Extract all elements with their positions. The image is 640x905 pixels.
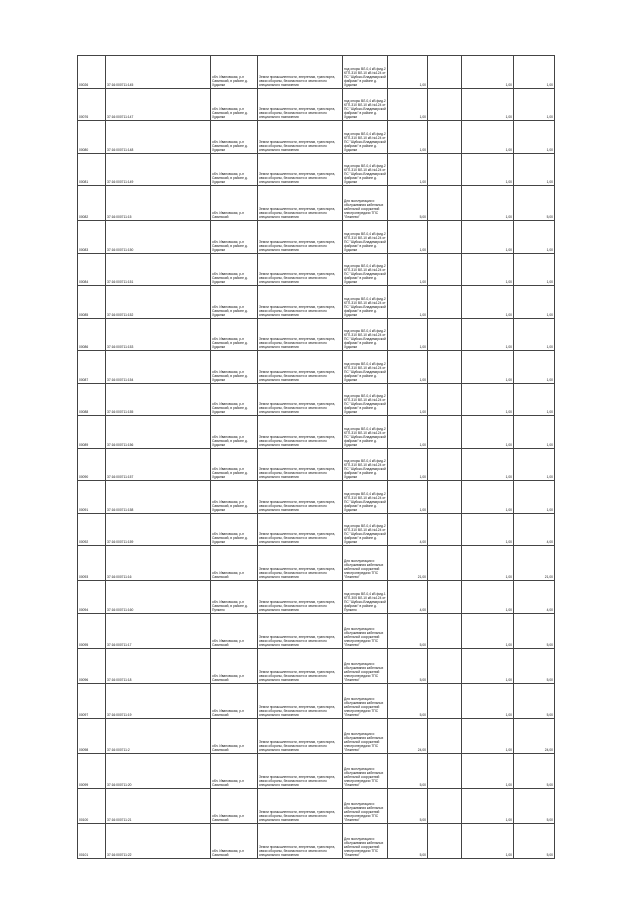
address-cell: обл. Ивановская, р-н Савинский xyxy=(211,186,258,221)
land-category-cell: Земли промышленности, энергетики, транспорта, связи обороны, безопасности и земли иного специального назначения xyxy=(258,121,343,154)
land-category-cell: Земли промышленности, энергетики, транспорта, связи обороны, безопасности и земли иного специального назначения xyxy=(258,481,343,514)
empty-cell xyxy=(428,718,462,753)
table-row xyxy=(78,88,555,121)
empty-cell xyxy=(428,823,462,858)
total-cell: 1,00 xyxy=(514,416,555,449)
row-number-cell: 00026 xyxy=(78,56,106,89)
row-number-cell: 00090 xyxy=(78,448,106,481)
cadastral-number-cell: 37:16:000711:154 xyxy=(106,351,211,384)
area-cell: 1,00 xyxy=(388,481,428,514)
empty-cell xyxy=(428,546,462,581)
area-cell: 1,00 xyxy=(388,253,428,286)
cadastral-number-cell: 37:16:000711:149 xyxy=(106,153,211,186)
land-category-cell: Земли промышленности, энергетики, транспорта, связи обороны, безопасности и земли иного специального назначения xyxy=(258,513,343,546)
empty-cell xyxy=(428,221,462,254)
empty-cell xyxy=(428,56,462,89)
area-cell: 1,00 xyxy=(388,351,428,384)
area-cell: 4,00 xyxy=(388,581,428,614)
cadastral-number-cell: 37:16:000711:148 xyxy=(106,121,211,154)
address-cell: обл. Ивановская, р-н Савинский, в районе д. Худынки xyxy=(211,513,258,546)
address-cell: обл. Ивановская, р-н Савинский xyxy=(211,613,258,648)
total-cell: 1,00 xyxy=(514,351,555,384)
share-cell: 1,00 xyxy=(462,648,514,683)
cadastral-number-cell: 37:16:000711:145 xyxy=(106,56,211,89)
permitted-use-cell: под опоры ВЛ-0,4 кВ фид.2 КТП-310 ВЛ-10 кВ №124 от ПС "Шуйско-Владимирской фабрики" в районе д. Худынки xyxy=(343,351,388,384)
total-cell: 1,00 xyxy=(514,121,555,154)
permitted-use-cell: Для эксплуатации и обслуживания кабельных кабельной сооружений электропередачи ТПС "Лежнево" xyxy=(343,683,388,718)
share-cell: 1,00 xyxy=(462,153,514,186)
share-cell: 1,00 xyxy=(462,186,514,221)
area-cell: 5,00 xyxy=(388,683,428,718)
address-cell: обл. Ивановская, р-н Савинский, в районе д. Худынки xyxy=(211,416,258,449)
row-number-cell: 00084 xyxy=(78,253,106,286)
table-row xyxy=(78,448,555,481)
row-number-cell: 00086 xyxy=(78,318,106,351)
land-category-cell: Земли промышленности, энергетики, транспорта, связи обороны, безопасности и земли иного специального назначения xyxy=(258,788,343,823)
land-category-cell: Земли промышленности, энергетики, транспорта, связи обороны, безопасности и земли иного специального назначения xyxy=(258,648,343,683)
total-cell: 5,00 xyxy=(514,823,555,858)
table-row xyxy=(78,153,555,186)
empty-cell xyxy=(428,186,462,221)
address-cell: обл. Ивановская, р-н Савинский xyxy=(211,823,258,858)
permitted-use-cell: Для эксплуатации и обслуживания кабельных кабельной сооружений электропередачи ТПС "Лежнево" xyxy=(343,718,388,753)
permitted-use-cell: под опоры ВЛ-0,4 кВ фид.2 КТП-310 ВЛ-10 кВ №124 от ПС "Шуйско-Владимирской фабрики" в районе д. Худынки xyxy=(343,513,388,546)
permitted-use-cell: под опоры ВЛ-0,4 кВ фид.2 КТП-310 ВЛ-10 кВ №124 от ПС "Шуйско-Владимирской фабрики" в районе д. Худынки xyxy=(343,56,388,89)
cadastral-number-cell: 37:16:000711:158 xyxy=(106,481,211,514)
row-number-cell: 00087 xyxy=(78,351,106,384)
cadastral-number-cell: 37:16:000711:15 xyxy=(106,186,211,221)
address-cell: обл. Ивановская, р-н Савинский, в районе д. Худынки xyxy=(211,153,258,186)
row-number-cell: 00081 xyxy=(78,153,106,186)
permitted-use-cell: Для эксплуатации и обслуживания кабельных кабельной сооружений электропередачи ТПС "Лежнево" xyxy=(343,788,388,823)
empty-cell xyxy=(428,88,462,121)
area-cell: 4,00 xyxy=(388,513,428,546)
share-cell: 1,00 xyxy=(462,513,514,546)
cadastral-number-cell: 37:16:000711:22 xyxy=(106,823,211,858)
empty-cell xyxy=(428,683,462,718)
table-row xyxy=(78,351,555,384)
area-cell: 5,00 xyxy=(388,186,428,221)
address-cell: обл. Ивановская, р-н Савинский, в районе д. Худынки xyxy=(211,56,258,89)
empty-cell xyxy=(428,351,462,384)
cadastral-number-cell: 37:16:000711:151 xyxy=(106,253,211,286)
table-row xyxy=(78,613,555,648)
share-cell: 1,00 xyxy=(462,546,514,581)
total-cell: 1,00 xyxy=(514,286,555,319)
row-number-cell: 00088 xyxy=(78,383,106,416)
land-category-cell: Земли промышленности, энергетики, транспорта, связи обороны, безопасности и земли иного специального назначения xyxy=(258,186,343,221)
document-sheet xyxy=(77,55,554,859)
row-number-cell: 00101 xyxy=(78,823,106,858)
share-cell: 1,00 xyxy=(462,823,514,858)
total-cell: 5,00 xyxy=(514,788,555,823)
cadastral-number-cell: 37:16:000711:157 xyxy=(106,448,211,481)
table-row xyxy=(78,648,555,683)
area-cell: 5,00 xyxy=(388,648,428,683)
land-category-cell: Земли промышленности, энергетики, транспорта, связи обороны, безопасности и земли иного специального назначения xyxy=(258,753,343,788)
cadastral-number-cell: 37:16:000711:19 xyxy=(106,683,211,718)
cadastral-number-cell: 37:16:000711:16 xyxy=(106,546,211,581)
total-cell: 1,00 xyxy=(514,383,555,416)
area-cell: 1,00 xyxy=(388,383,428,416)
land-category-cell: Земли промышленности, энергетики, транспорта, связи обороны, безопасности и земли иного специального назначения xyxy=(258,448,343,481)
total-cell: 21,00 xyxy=(514,546,555,581)
row-number-cell: 00082 xyxy=(78,186,106,221)
address-cell: обл. Ивановская, р-н Савинский, в районе д. Худынки xyxy=(211,318,258,351)
land-category-cell: Земли промышленности, энергетики, транспорта, связи обороны, безопасности и земли иного специального назначения xyxy=(258,581,343,614)
land-category-cell: Земли промышленности, энергетики, транспорта, связи обороны, безопасности и земли иного специального назначения xyxy=(258,286,343,319)
land-category-cell: Земли промышленности, энергетики, транспорта, связи обороны, безопасности и земли иного специального назначения xyxy=(258,56,343,89)
row-number-cell: 00080 xyxy=(78,121,106,154)
table-row xyxy=(78,718,555,753)
land-category-cell: Земли промышленности, энергетики, транспорта, связи обороны, безопасности и земли иного специального назначения xyxy=(258,613,343,648)
share-cell: 1,00 xyxy=(462,753,514,788)
row-number-cell: 00085 xyxy=(78,286,106,319)
permitted-use-cell: Для эксплуатации и обслуживания кабельных кабельной сооружений электропередачи ТПС "Лежнево" xyxy=(343,613,388,648)
row-number-cell: 00096 xyxy=(78,648,106,683)
total-cell: 4,00 xyxy=(514,513,555,546)
empty-cell xyxy=(428,648,462,683)
row-number-cell: 00100 xyxy=(78,788,106,823)
cadastral-number-cell: 37:16:000711:17 xyxy=(106,613,211,648)
land-category-cell: Земли промышленности, энергетики, транспорта, связи обороны, безопасности и земли иного специального назначения xyxy=(258,546,343,581)
cadastral-number-cell: 37:16:000711:147 xyxy=(106,88,211,121)
cadastral-number-cell: 37:16:000711:152 xyxy=(106,286,211,319)
address-cell: обл. Ивановская, р-н Савинский xyxy=(211,718,258,753)
table-row xyxy=(78,56,555,89)
permitted-use-cell: под опоры ВЛ-0,4 кВ фид.2 КТП-310 ВЛ-10 кВ №124 от ПС "Шуйско-Владимирской фабрики" в районе д. Худынки xyxy=(343,383,388,416)
empty-cell xyxy=(428,253,462,286)
empty-cell xyxy=(428,121,462,154)
cadastral-number-cell: 37:16:000711:159 xyxy=(106,513,211,546)
share-cell: 1,00 xyxy=(462,481,514,514)
share-cell: 1,00 xyxy=(462,253,514,286)
permitted-use-cell: под опоры ВЛ-0,4 кВ фид.2 КТП-310 ВЛ-10 кВ №124 от ПС "Шуйско-Владимирской фабрики" в районе д. Худынки xyxy=(343,481,388,514)
table-row xyxy=(78,286,555,319)
share-cell: 1,00 xyxy=(462,613,514,648)
table-row xyxy=(78,823,555,858)
area-cell: 1,00 xyxy=(388,221,428,254)
share-cell: 1,00 xyxy=(462,788,514,823)
total-cell: 1,00 xyxy=(514,221,555,254)
land-category-cell: Земли промышленности, энергетики, транспорта, связи обороны, безопасности и земли иного специального назначения xyxy=(258,718,343,753)
permitted-use-cell: под опоры ВЛ-0,4 кВ фид.2 КТП-310 ВЛ-10 кВ №124 от ПС "Шуйско-Владимирской фабрики" в районе д. Худынки xyxy=(343,221,388,254)
permitted-use-cell: Для эксплуатации и обслуживания кабельных кабельной сооружений электропередачи ТПС "Лежнево" xyxy=(343,823,388,858)
row-number-cell: 00098 xyxy=(78,718,106,753)
land-category-cell: Земли промышленности, энергетики, транспорта, связи обороны, безопасности и земли иного специального назначения xyxy=(258,318,343,351)
address-cell: обл. Ивановская, р-н Савинский xyxy=(211,683,258,718)
table-row xyxy=(78,481,555,514)
cadastral-number-cell: 37:16:000711:153 xyxy=(106,318,211,351)
table-row xyxy=(78,753,555,788)
address-cell: обл. Ивановская, р-н Савинский xyxy=(211,788,258,823)
area-cell: 24,00 xyxy=(388,718,428,753)
table-row xyxy=(78,383,555,416)
area-cell: 1,00 xyxy=(388,416,428,449)
cadastral-number-cell: 37:16:000711:155 xyxy=(106,383,211,416)
land-category-cell: Земли промышленности, энергетики, транспорта, связи обороны, безопасности и земли иного специального назначения xyxy=(258,153,343,186)
address-cell: обл. Ивановская, р-н Савинский, в районе д. Худынки xyxy=(211,383,258,416)
area-cell: 5,00 xyxy=(388,613,428,648)
land-category-cell: Земли промышленности, энергетики, транспорта, связи обороны, безопасности и земли иного специального назначения xyxy=(258,823,343,858)
cadastral-number-cell: 37:16:000711:156 xyxy=(106,416,211,449)
cadastral-number-cell: 37:16:000711:20 xyxy=(106,753,211,788)
permitted-use-cell: Для эксплуатации и обслуживания кабельных кабельной сооружений электропередачи ТПС "Лежнево" xyxy=(343,186,388,221)
empty-cell xyxy=(428,416,462,449)
address-cell: обл. Ивановская, р-н Савинский, в районе д. Худынки xyxy=(211,448,258,481)
empty-cell xyxy=(428,513,462,546)
share-cell: 1,00 xyxy=(462,56,514,89)
total-cell: 1,00 xyxy=(514,253,555,286)
share-cell: 1,00 xyxy=(462,448,514,481)
table-row xyxy=(78,788,555,823)
empty-cell xyxy=(428,613,462,648)
share-cell: 1,00 xyxy=(462,318,514,351)
cadastral-number-cell: 37:16:000711:160 xyxy=(106,581,211,614)
land-category-cell: Земли промышленности, энергетики, транспорта, связи обороны, безопасности и земли иного специального назначения xyxy=(258,351,343,384)
table-row xyxy=(78,318,555,351)
share-cell: 1,00 xyxy=(462,121,514,154)
land-category-cell: Земли промышленности, энергетики, транспорта, связи обороны, безопасности и земли иного специального назначения xyxy=(258,683,343,718)
land-plot-table xyxy=(77,55,555,859)
empty-cell xyxy=(428,481,462,514)
address-cell: обл. Ивановская, р-н Савинский, в районе д. Худынки xyxy=(211,221,258,254)
row-number-cell: 00093 xyxy=(78,546,106,581)
address-cell: обл. Ивановская, р-н Савинский xyxy=(211,546,258,581)
area-cell: 1,00 xyxy=(388,153,428,186)
total-cell: 1,00 xyxy=(514,481,555,514)
permitted-use-cell: под опоры ВЛ-0,4 кВ фид.2 КТП-310 ВЛ-10 кВ №124 от ПС "Шуйско-Владимирской фабрики" в районе д. Худынки xyxy=(343,88,388,121)
permitted-use-cell: под опоры ВЛ-0,4 кВ фид.2 КТП-310 ВЛ-10 кВ №124 от ПС "Шуйско-Владимирской фабрики" в районе д. Худынки xyxy=(343,153,388,186)
table-row xyxy=(78,186,555,221)
permitted-use-cell: под опоры ВЛ-0,4 кВ фид.2 КТП-310 ВЛ-10 кВ №124 от ПС "Шуйско-Владимирской фабрики" в районе д. Худынки xyxy=(343,253,388,286)
area-cell: 1,00 xyxy=(388,121,428,154)
permitted-use-cell: Для эксплуатации и обслуживания кабельных кабельной сооружений электропередачи ТПС "Лежнево" xyxy=(343,753,388,788)
address-cell: обл. Ивановская, р-н Савинский, в районе д. Худынки xyxy=(211,481,258,514)
share-cell: 1,00 xyxy=(462,286,514,319)
empty-cell xyxy=(428,448,462,481)
empty-cell xyxy=(428,753,462,788)
table-row xyxy=(78,546,555,581)
cadastral-number-cell: 37:16:000711:2 xyxy=(106,718,211,753)
total-cell: 5,00 xyxy=(514,613,555,648)
share-cell: 1,00 xyxy=(462,683,514,718)
address-cell: обл. Ивановская, р-н Савинский, в районе д. Пупкино xyxy=(211,581,258,614)
land-category-cell: Земли промышленности, энергетики, транспорта, связи обороны, безопасности и земли иного специального назначения xyxy=(258,383,343,416)
total-cell: 5,00 xyxy=(514,648,555,683)
row-number-cell: 00089 xyxy=(78,416,106,449)
land-category-cell: Земли промышленности, энергетики, транспорта, связи обороны, безопасности и земли иного специального назначения xyxy=(258,221,343,254)
empty-cell xyxy=(428,383,462,416)
empty-cell xyxy=(428,318,462,351)
row-number-cell: 00083 xyxy=(78,221,106,254)
permitted-use-cell: Для эксплуатации и обслуживания кабельных кабельной сооружений электропередачи ТПС "Лежнево" xyxy=(343,546,388,581)
empty-cell xyxy=(428,286,462,319)
table-row xyxy=(78,683,555,718)
area-cell: 1,00 xyxy=(388,318,428,351)
address-cell: обл. Ивановская, р-н Савинский, в районе д. Худынки xyxy=(211,253,258,286)
area-cell: 1,00 xyxy=(388,286,428,319)
permitted-use-cell: Для эксплуатации и обслуживания кабельных кабельной сооружений электропередачи ТПС "Лежнево" xyxy=(343,648,388,683)
table-row xyxy=(78,253,555,286)
table-row xyxy=(78,513,555,546)
permitted-use-cell: под опоры ВЛ-0,4 кВ фид.1 КТП-305 ВЛ-10 кВ №124 от ПС "Шуйско-Владимирской фабрики" в районе д. Пупкино xyxy=(343,581,388,614)
row-number-cell: 00099 xyxy=(78,753,106,788)
land-category-cell: Земли промышленности, энергетики, транспорта, связи обороны, безопасности и земли иного специального назначения xyxy=(258,88,343,121)
total-cell: 4,00 xyxy=(514,581,555,614)
cadastral-number-cell: 37:16:000711:150 xyxy=(106,221,211,254)
share-cell: 1,00 xyxy=(462,581,514,614)
table-row xyxy=(78,581,555,614)
share-cell: 1,00 xyxy=(462,383,514,416)
empty-cell xyxy=(428,788,462,823)
total-cell: 1,00 xyxy=(514,56,555,89)
permitted-use-cell: под опоры ВЛ-0,4 кВ фид.2 КТП-310 ВЛ-10 кВ №124 от ПС "Шуйско-Владимирской фабрики" в районе д. Худынки xyxy=(343,286,388,319)
row-number-cell: 00076 xyxy=(78,88,106,121)
total-cell: 1,00 xyxy=(514,153,555,186)
empty-cell xyxy=(428,581,462,614)
permitted-use-cell: под опоры ВЛ-0,4 кВ фид.2 КТП-310 ВЛ-10 кВ №124 от ПС "Шуйско-Владимирской фабрики" в районе д. Худынки xyxy=(343,416,388,449)
share-cell: 1,00 xyxy=(462,718,514,753)
address-cell: обл. Ивановская, р-н Савинский xyxy=(211,753,258,788)
permitted-use-cell: под опоры ВЛ-0,4 кВ фид.2 КТП-310 ВЛ-10 кВ №124 от ПС "Шуйско-Владимирской фабрики" в районе д. Худынки xyxy=(343,318,388,351)
address-cell: обл. Ивановская, р-н Савинский, в районе д. Худынки xyxy=(211,88,258,121)
share-cell: 1,00 xyxy=(462,88,514,121)
total-cell: 5,00 xyxy=(514,753,555,788)
table-row xyxy=(78,221,555,254)
table-row xyxy=(78,121,555,154)
area-cell: 1,00 xyxy=(388,56,428,89)
row-number-cell: 00092 xyxy=(78,513,106,546)
table-row xyxy=(78,416,555,449)
total-cell: 24,00 xyxy=(514,718,555,753)
area-cell: 5,00 xyxy=(388,753,428,788)
share-cell: 1,00 xyxy=(462,416,514,449)
land-category-cell: Земли промышленности, энергетики, транспорта, связи обороны, безопасности и земли иного специального назначения xyxy=(258,253,343,286)
permitted-use-cell: под опоры ВЛ-0,4 кВ фид.2 КТП-310 ВЛ-10 кВ №124 от ПС "Шуйско-Владимирской фабрики" в районе д. Худынки xyxy=(343,448,388,481)
cadastral-number-cell: 37:16:000711:18 xyxy=(106,648,211,683)
address-cell: обл. Ивановская, р-н Савинский xyxy=(211,648,258,683)
cadastral-number-cell: 37:16:000711:21 xyxy=(106,788,211,823)
row-number-cell: 00097 xyxy=(78,683,106,718)
row-number-cell: 00095 xyxy=(78,613,106,648)
address-cell: обл. Ивановская, р-н Савинский, в районе д. Худынки xyxy=(211,121,258,154)
empty-cell xyxy=(428,153,462,186)
permitted-use-cell: под опоры ВЛ-0,4 кВ фид.2 КТП-310 ВЛ-10 кВ №124 от ПС "Шуйско-Владимирской фабрики" в районе д. Худынки xyxy=(343,121,388,154)
area-cell: 5,00 xyxy=(388,823,428,858)
row-number-cell: 00094 xyxy=(78,581,106,614)
area-cell: 1,00 xyxy=(388,88,428,121)
area-cell: 5,00 xyxy=(388,788,428,823)
total-cell: 1,00 xyxy=(514,318,555,351)
land-category-cell: Земли промышленности, энергетики, транспорта, связи обороны, безопасности и земли иного специального назначения xyxy=(258,416,343,449)
address-cell: обл. Ивановская, р-н Савинский, в районе д. Худынки xyxy=(211,286,258,319)
total-cell: 1,00 xyxy=(514,88,555,121)
share-cell: 1,00 xyxy=(462,351,514,384)
total-cell: 5,00 xyxy=(514,186,555,221)
address-cell: обл. Ивановская, р-н Савинский, в районе д. Худынки xyxy=(211,351,258,384)
total-cell: 1,00 xyxy=(514,448,555,481)
share-cell: 1,00 xyxy=(462,221,514,254)
area-cell: 1,00 xyxy=(388,448,428,481)
row-number-cell: 00091 xyxy=(78,481,106,514)
area-cell: 21,00 xyxy=(388,546,428,581)
total-cell: 5,00 xyxy=(514,683,555,718)
